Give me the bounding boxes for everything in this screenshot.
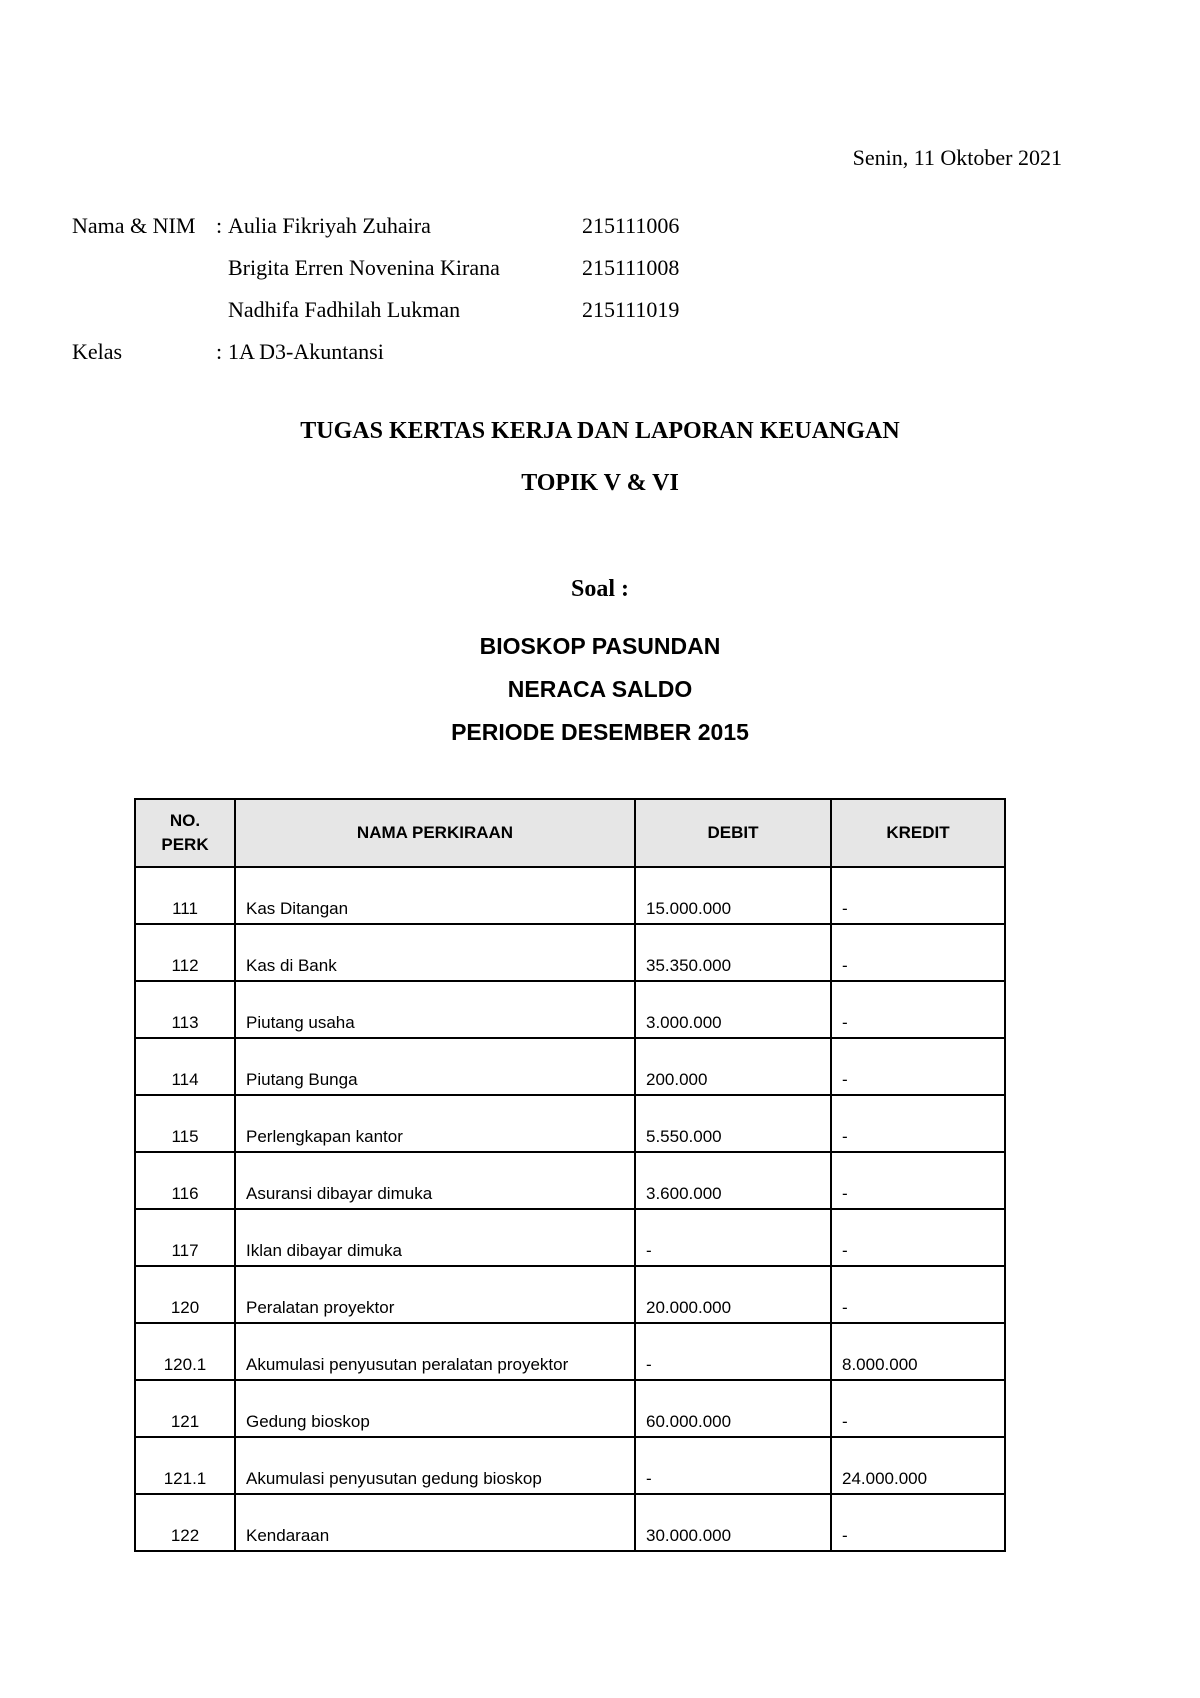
account-number-cell: 112: [135, 924, 235, 981]
credit-cell: -: [831, 1494, 1005, 1551]
debit-cell: 3.000.000: [635, 981, 831, 1038]
table-header-row: [135, 799, 1005, 867]
table-row: [135, 867, 1005, 924]
debit-cell: 15.000.000: [635, 867, 831, 924]
credit-cell: -: [831, 924, 1005, 981]
account-number-cell: 120: [135, 1266, 235, 1323]
credit-cell: 24.000.000: [831, 1437, 1005, 1494]
report-period: PERIODE DESEMBER 2015: [451, 719, 749, 745]
account-number-cell: 111: [135, 867, 235, 924]
member-nim: 215111008: [582, 255, 680, 280]
table-row: [135, 1152, 1005, 1209]
account-number-cell: 117: [135, 1209, 235, 1266]
credit-cell: -: [831, 1380, 1005, 1437]
account-number-cell: 121.1: [135, 1437, 235, 1494]
credit-cell: -: [831, 1095, 1005, 1152]
account-name-cell: Kendaraan: [235, 1494, 635, 1551]
separator: :: [216, 339, 223, 364]
debit-cell: -: [635, 1437, 831, 1494]
identity-row-1: [72, 205, 679, 247]
debit-cell: 60.000.000: [635, 1380, 831, 1437]
account-name-cell: Perlengkapan kantor: [235, 1095, 635, 1152]
debit-cell: 35.350.000: [635, 924, 831, 981]
separator: :: [216, 213, 223, 238]
member-name: Aulia Fikriyah Zuhaira: [228, 213, 431, 238]
header-nama-perkiraan: NAMA PERKIRAAN: [235, 799, 635, 867]
member-nim: 215111019: [582, 297, 680, 322]
account-number-cell: 122: [135, 1494, 235, 1551]
account-number-cell: 120.1: [135, 1323, 235, 1380]
document-topic: TOPIK V & VI: [521, 470, 679, 496]
table-row: [135, 1380, 1005, 1437]
account-name-cell: Piutang Bunga: [235, 1038, 635, 1095]
table-row: [135, 1038, 1005, 1095]
account-name-cell: Iklan dibayar dimuka: [235, 1209, 635, 1266]
table-row: [135, 1323, 1005, 1380]
member-nim: 215111006: [582, 213, 680, 238]
header-label: NO. PERK: [161, 811, 209, 854]
credit-cell: -: [831, 867, 1005, 924]
credit-cell: -: [831, 1209, 1005, 1266]
credit-cell: -: [831, 1152, 1005, 1209]
debit-cell: 20.000.000: [635, 1266, 831, 1323]
credit-cell: -: [831, 981, 1005, 1038]
account-name-cell: Gedung bioskop: [235, 1380, 635, 1437]
account-number-cell: 114: [135, 1038, 235, 1095]
soal-heading: Soal :: [570, 576, 629, 602]
debit-cell: 5.550.000: [635, 1095, 831, 1152]
table-row: [135, 1437, 1005, 1494]
credit-cell: 8.000.000: [831, 1323, 1005, 1380]
account-name-cell: Akumulasi penyusutan peralatan proyektor: [235, 1323, 635, 1380]
account-number-cell: 121: [135, 1380, 235, 1437]
account-name-cell: Peralatan proyektor: [235, 1266, 635, 1323]
identity-row-2: [72, 247, 679, 289]
table-body: [135, 867, 1005, 1551]
table-row: [135, 1266, 1005, 1323]
table-row: [135, 981, 1005, 1038]
header-debit: DEBIT: [635, 799, 831, 867]
document-date: Senin, 11 Oktober 2021: [852, 145, 1062, 170]
table-row: [135, 1494, 1005, 1551]
table-row: [135, 1095, 1005, 1152]
account-number-cell: 113: [135, 981, 235, 1038]
account-name-cell: Piutang usaha: [235, 981, 635, 1038]
debit-cell: -: [635, 1323, 831, 1380]
name-nim-label: Nama & NIM: [72, 213, 196, 238]
account-name-cell: Kas Ditangan: [235, 867, 635, 924]
credit-cell: -: [831, 1266, 1005, 1323]
report-name: NERACA SALDO: [507, 676, 693, 702]
identity-block: [72, 205, 679, 373]
credit-cell: -: [831, 1038, 1005, 1095]
identity-row-3: [72, 289, 679, 331]
company-name: BIOSKOP PASUNDAN: [479, 633, 721, 659]
account-name-cell: Asuransi dibayar dimuka: [235, 1152, 635, 1209]
identity-row-class: [72, 331, 679, 373]
account-name-cell: Akumulasi penyusutan gedung bioskop: [235, 1437, 635, 1494]
document-title: TUGAS KERTAS KERJA DAN LAPORAN KEUANGAN: [300, 418, 900, 444]
debit-cell: -: [635, 1209, 831, 1266]
trial-balance-table: [134, 798, 1006, 1552]
account-name-cell: Kas di Bank: [235, 924, 635, 981]
class-value: 1A D3-Akuntansi: [228, 339, 384, 364]
account-number-cell: 116: [135, 1152, 235, 1209]
table-row: [135, 924, 1005, 981]
debit-cell: 30.000.000: [635, 1494, 831, 1551]
debit-cell: 200.000: [635, 1038, 831, 1095]
header-kredit: KREDIT: [831, 799, 1005, 867]
class-label: Kelas: [72, 339, 123, 364]
debit-cell: 3.600.000: [635, 1152, 831, 1209]
table-row: [135, 1209, 1005, 1266]
header-no-perk: [135, 799, 235, 867]
member-name: Nadhifa Fadhilah Lukman: [228, 297, 461, 322]
account-number-cell: 115: [135, 1095, 235, 1152]
member-name: Brigita Erren Novenina Kirana: [228, 255, 500, 280]
